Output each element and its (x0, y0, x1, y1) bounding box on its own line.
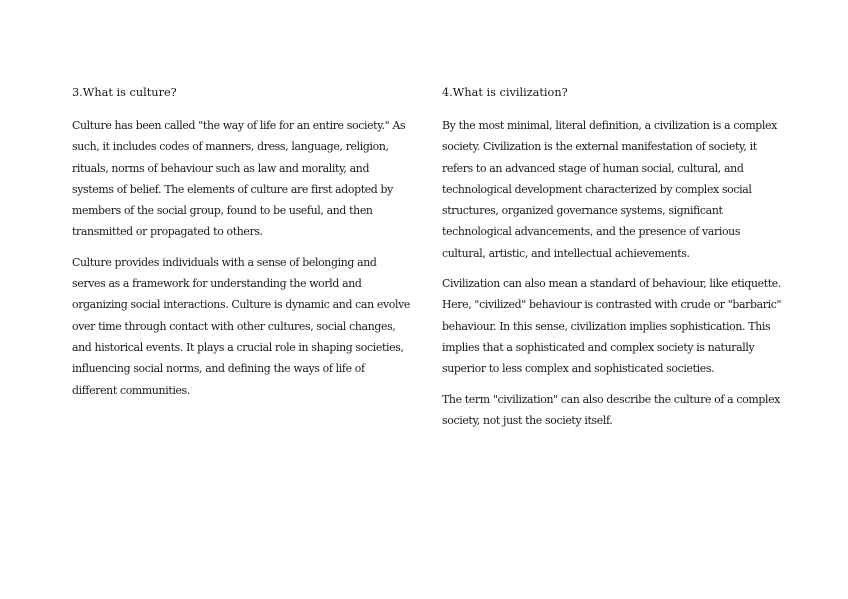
text-line: members of the social group, found to be useful, and then (72, 204, 373, 218)
text-line: superior to less complex and sophisticated societies. (442, 362, 715, 376)
text-line: rituals, norms of behaviour such as law and morality, and (72, 161, 370, 175)
text-line: society, not just the society itself. (442, 413, 613, 427)
culture-paragraph-2 (72, 252, 410, 401)
culture-heading: 3.What is culture? (72, 86, 177, 99)
text-line: Culture has been called "the way of life for an entire society." As (72, 119, 406, 132)
text-line: different communities. (72, 383, 190, 397)
culture-paragraph-1 (72, 115, 404, 243)
text-line: over time through contact with other cultures, social changes, (72, 319, 396, 333)
text-line: organizing social interactions. Culture is dynamic and can evolve (72, 298, 410, 312)
civilization-heading: 4.What is civilization? (442, 86, 568, 99)
civilization-section (442, 86, 782, 440)
text-line: Civilization can also mean a standard of behaviour, like etiquette. (442, 277, 781, 291)
text-line: systems of belief. The elements of culture are first adopted by (72, 182, 393, 196)
text-line: transmitted or propagated to others. (72, 225, 263, 239)
civilization-paragraph-3 (442, 389, 782, 432)
text-line: behaviour. In this sense, civilization implies sophistication. This (442, 319, 771, 333)
text-line: refers to an advanced stage of human social, cultural, and (442, 161, 744, 175)
text-line: and historical events. It plays a crucial role in shaping societies, (72, 340, 404, 354)
civilization-paragraph-2 (442, 273, 782, 379)
text-line: By the most minimal, literal definition, a civilization is a complex (442, 119, 777, 132)
culture-section (72, 86, 410, 410)
text-line: cultural, artistic, and intellectual achievements. (442, 246, 690, 260)
text-line: influencing social norms, and defining the ways of life of (72, 362, 365, 376)
text-line: Culture provides individuals with a sense of belonging and (72, 255, 377, 269)
text-line: technological development characterized by complex social (442, 182, 752, 196)
text-line: such, it includes codes of manners, dress, language, religion, (72, 140, 389, 154)
text-line: serves as a framework for understanding the world and (72, 277, 362, 291)
text-line: Here, "civilized" behaviour is contrasted with crude or "barbaric" (442, 298, 782, 312)
text-line: The term "civilization" can also describe the culture of a complex (442, 392, 780, 406)
text-line: technological advancements, and the presence of various (442, 225, 741, 239)
text-line: society. Civilization is the external manifestation of society, it (442, 140, 757, 154)
text-line: implies that a sophisticated and complex society is naturally (442, 340, 755, 354)
text-line: structures, organized governance systems, significant (442, 204, 723, 218)
civilization-paragraph-1 (442, 115, 782, 264)
